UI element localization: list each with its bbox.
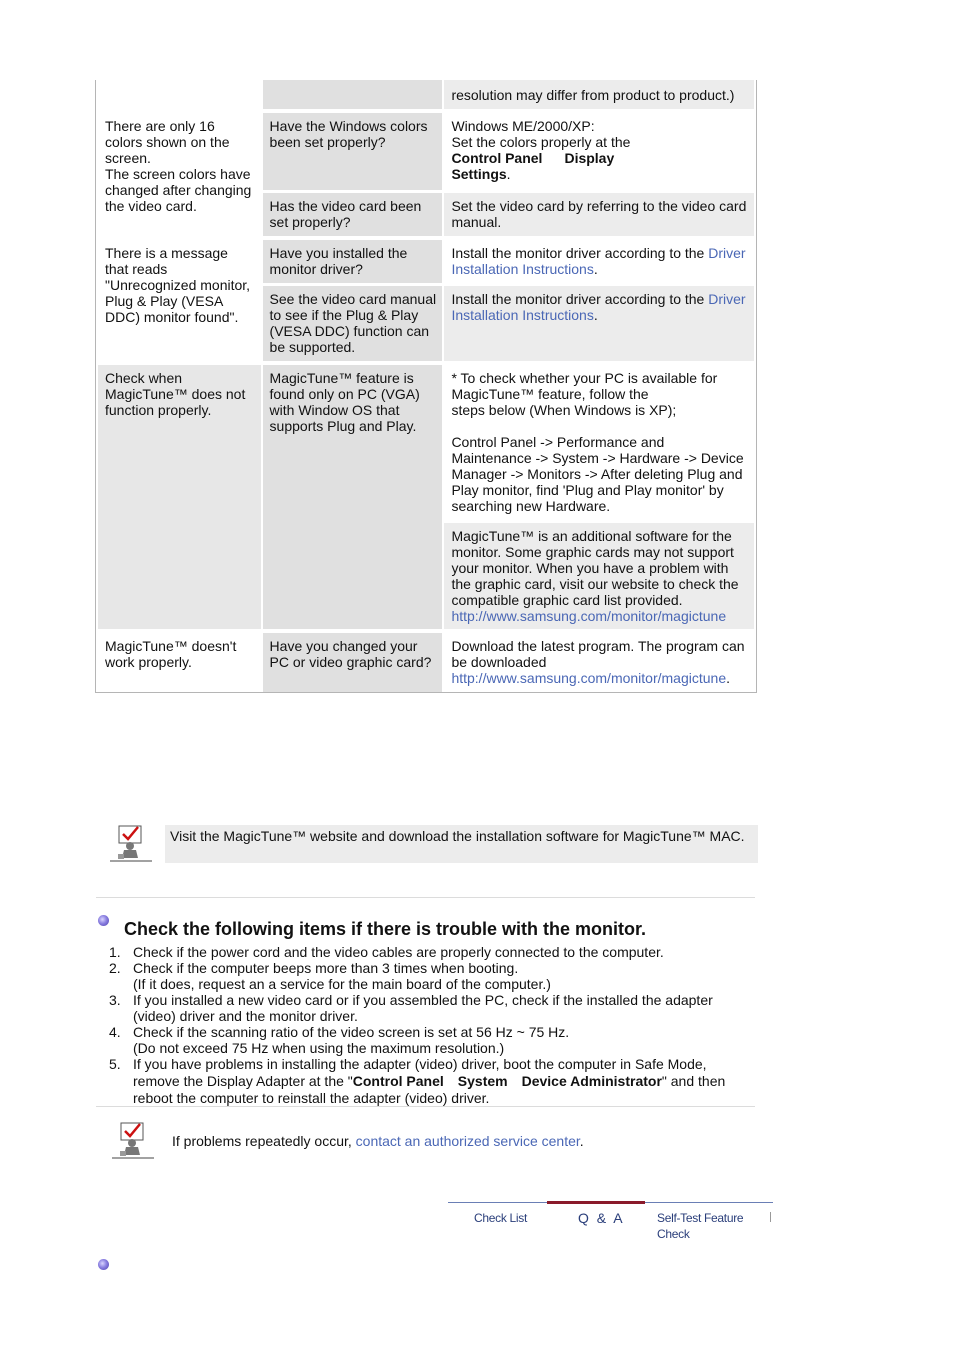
problem-cell	[98, 80, 261, 109]
step-text: Check if the power cord and the video cables are properly connected to the computer.	[133, 944, 664, 960]
solution-tail: .	[593, 307, 598, 323]
note-text	[172, 1133, 584, 1149]
step-text: If you installed a new video card or if you assembled the PC, check if the installed the adapter (video) driver and the monitor driver.	[133, 992, 713, 1024]
step-number: 5.	[109, 1056, 121, 1072]
solution-text	[444, 240, 754, 283]
question-text: Have you changed your PC or video graphic card?	[269, 638, 432, 670]
solution-cell	[444, 520, 754, 629]
purple-orb-bullet-icon	[98, 915, 109, 926]
question-text: Has the video card been set properly?	[269, 198, 422, 230]
solution-text	[444, 286, 754, 329]
note-lead: If problems repeatedly occur,	[172, 1133, 356, 1149]
step-text: " and then reboot the computer to reinstall the adapter (video) driver.	[133, 1073, 726, 1106]
solution-text	[444, 523, 754, 629]
checkmark-person-icon	[112, 1121, 156, 1161]
problem-text: Check when MagicTune™ does not function properly.	[105, 370, 246, 418]
problem-text	[98, 80, 261, 91]
checkmark-person-icon	[110, 824, 154, 864]
question-text: MagicTune™ feature is found only on PC (VGA) with Window OS that supports Plug and Play.	[269, 370, 420, 434]
problem-text: There is a message that reads "Unrecognized monitor, Plug & Play (VESA DDC) monitor found".	[105, 245, 251, 325]
solution-cell	[444, 190, 754, 236]
step-number: 4.	[109, 1024, 121, 1040]
driver-instructions-link[interactable]: Driver Installation Instructions	[451, 291, 746, 323]
service-center-link[interactable]: contact an authorized service center	[355, 1133, 580, 1149]
solution-lead: Windows ME/2000/XP: Set the colors properly at the	[451, 118, 631, 150]
question-cell	[263, 236, 443, 283]
question-text: Have the Windows colors been set properly?	[269, 118, 428, 150]
solution-cell	[444, 361, 754, 520]
solution-cell	[444, 80, 754, 109]
table-row	[98, 109, 754, 190]
step-bold: Control Panel	[352, 1073, 444, 1089]
question-text: See the video card manual to see if the Plug & Play (VESA DDC) function can be supported.	[269, 291, 437, 355]
purple-orb-bullet-icon	[98, 1259, 109, 1270]
question-cell	[263, 190, 443, 236]
solution-text	[444, 633, 754, 692]
bottom-nav	[448, 1202, 773, 1241]
list-item	[103, 944, 743, 960]
question-cell	[263, 361, 443, 629]
nav-self-test[interactable]: Self-Test Feature Check	[657, 1211, 744, 1241]
solution-cell	[444, 109, 754, 190]
section-title: Check the following items if there is trouble with the monitor.	[124, 919, 647, 939]
table-row	[98, 361, 754, 520]
step-text: Check if the computer beeps more than 3 times when booting. (If it does, request an a service for the main board of the computer.)	[133, 960, 551, 992]
problem-text: There are only 16 colors shown on the screen. The screen colors have changed after changing the video card.	[105, 118, 252, 214]
step-number: 3.	[109, 992, 121, 1008]
note-tail: .	[579, 1133, 584, 1149]
divider	[96, 897, 755, 898]
solution-tail: .	[593, 261, 598, 277]
step-bold: System	[457, 1073, 508, 1089]
table-row	[98, 236, 754, 283]
nav-line	[448, 1202, 547, 1203]
step-text: If you have problems in installing the adapter (video) driver, boot the computer in Safe Mode, remove the Display Adapter at the "	[133, 1056, 707, 1089]
magictune-link[interactable]: http://www.samsung.com/monitor/magictune	[451, 608, 727, 624]
list-item	[103, 1056, 743, 1107]
solution-text	[444, 113, 754, 190]
solution-cell	[444, 283, 754, 361]
trouble-table	[95, 80, 757, 693]
solution-tail: .	[726, 670, 730, 686]
solution-text: Set the video card by referring to the video card manual.	[451, 198, 747, 230]
solution-lead: Download the latest program. The program can be downloaded	[451, 638, 745, 670]
nav-active-indicator	[547, 1201, 645, 1204]
problem-cell	[98, 236, 261, 361]
problem-cell	[98, 109, 261, 236]
step-number: 1.	[109, 944, 121, 960]
question-text	[263, 80, 443, 91]
solution-bold: Settings	[451, 166, 507, 182]
list-item	[103, 1024, 743, 1056]
problem-cell	[98, 361, 261, 629]
solution-lead: Install the monitor driver according to the	[451, 245, 709, 261]
question-cell	[263, 283, 443, 361]
solution-body: MagicTune™ is an additional software for the monitor. Some graphic cards may not support your monitor. When you have a problem with the graphic card, visit our website to check the compatible graphic card list provided.	[451, 528, 739, 608]
note-text: Visit the MagicTune™ website and download the installation software for MagicTune™ MAC.	[170, 828, 745, 844]
solution-tail: .	[506, 166, 511, 182]
question-cell	[263, 629, 443, 692]
step-bold: Device Administrator	[521, 1073, 662, 1089]
nav-q-and-a[interactable]: Q & A	[578, 1210, 625, 1226]
divider	[96, 1106, 755, 1107]
solution-cell	[444, 629, 754, 692]
solution-bold: Control Panel	[451, 150, 543, 166]
table-row	[98, 80, 754, 109]
driver-instructions-link[interactable]: Driver Installation Instructions	[451, 245, 746, 277]
problem-cell	[98, 629, 261, 692]
nav-separator	[770, 1212, 771, 1222]
solution-bold: Display	[564, 150, 615, 166]
step-text: Check if the scanning ratio of the video screen is set at 56 Hz ~ 75 Hz. (Do not exceed 75 Hz when using the maximum resolution.)	[133, 1024, 570, 1056]
question-cell	[263, 80, 443, 109]
steps-list	[103, 944, 743, 1107]
nav-line	[645, 1202, 773, 1203]
nav-check-list[interactable]: Check List	[474, 1211, 528, 1225]
solution-text: * To check whether your PC is available for MagicTune™ feature, follow the steps below (When Windows is XP); Control Panel -> Performance and Maintenance -> System -> Hardware -> Device Manager -> Monitors -> After deleting Plug and Play monitor, find 'Plug and Play monitor' by searching new Hardware.	[451, 370, 744, 514]
solution-cell	[444, 236, 754, 283]
magictune-link[interactable]: http://www.samsung.com/monitor/magictune	[451, 670, 727, 686]
solution-text: resolution may differ from product to product.)	[451, 87, 735, 103]
question-cell	[263, 109, 443, 190]
question-text: Have you installed the monitor driver?	[269, 245, 408, 277]
list-item	[103, 992, 743, 1024]
problem-text: MagicTune™ doesn't work properly.	[105, 638, 237, 670]
solution-lead: Install the monitor driver according to the	[451, 291, 709, 307]
table-row	[98, 629, 754, 692]
list-item	[103, 960, 743, 992]
step-number: 2.	[109, 960, 121, 976]
